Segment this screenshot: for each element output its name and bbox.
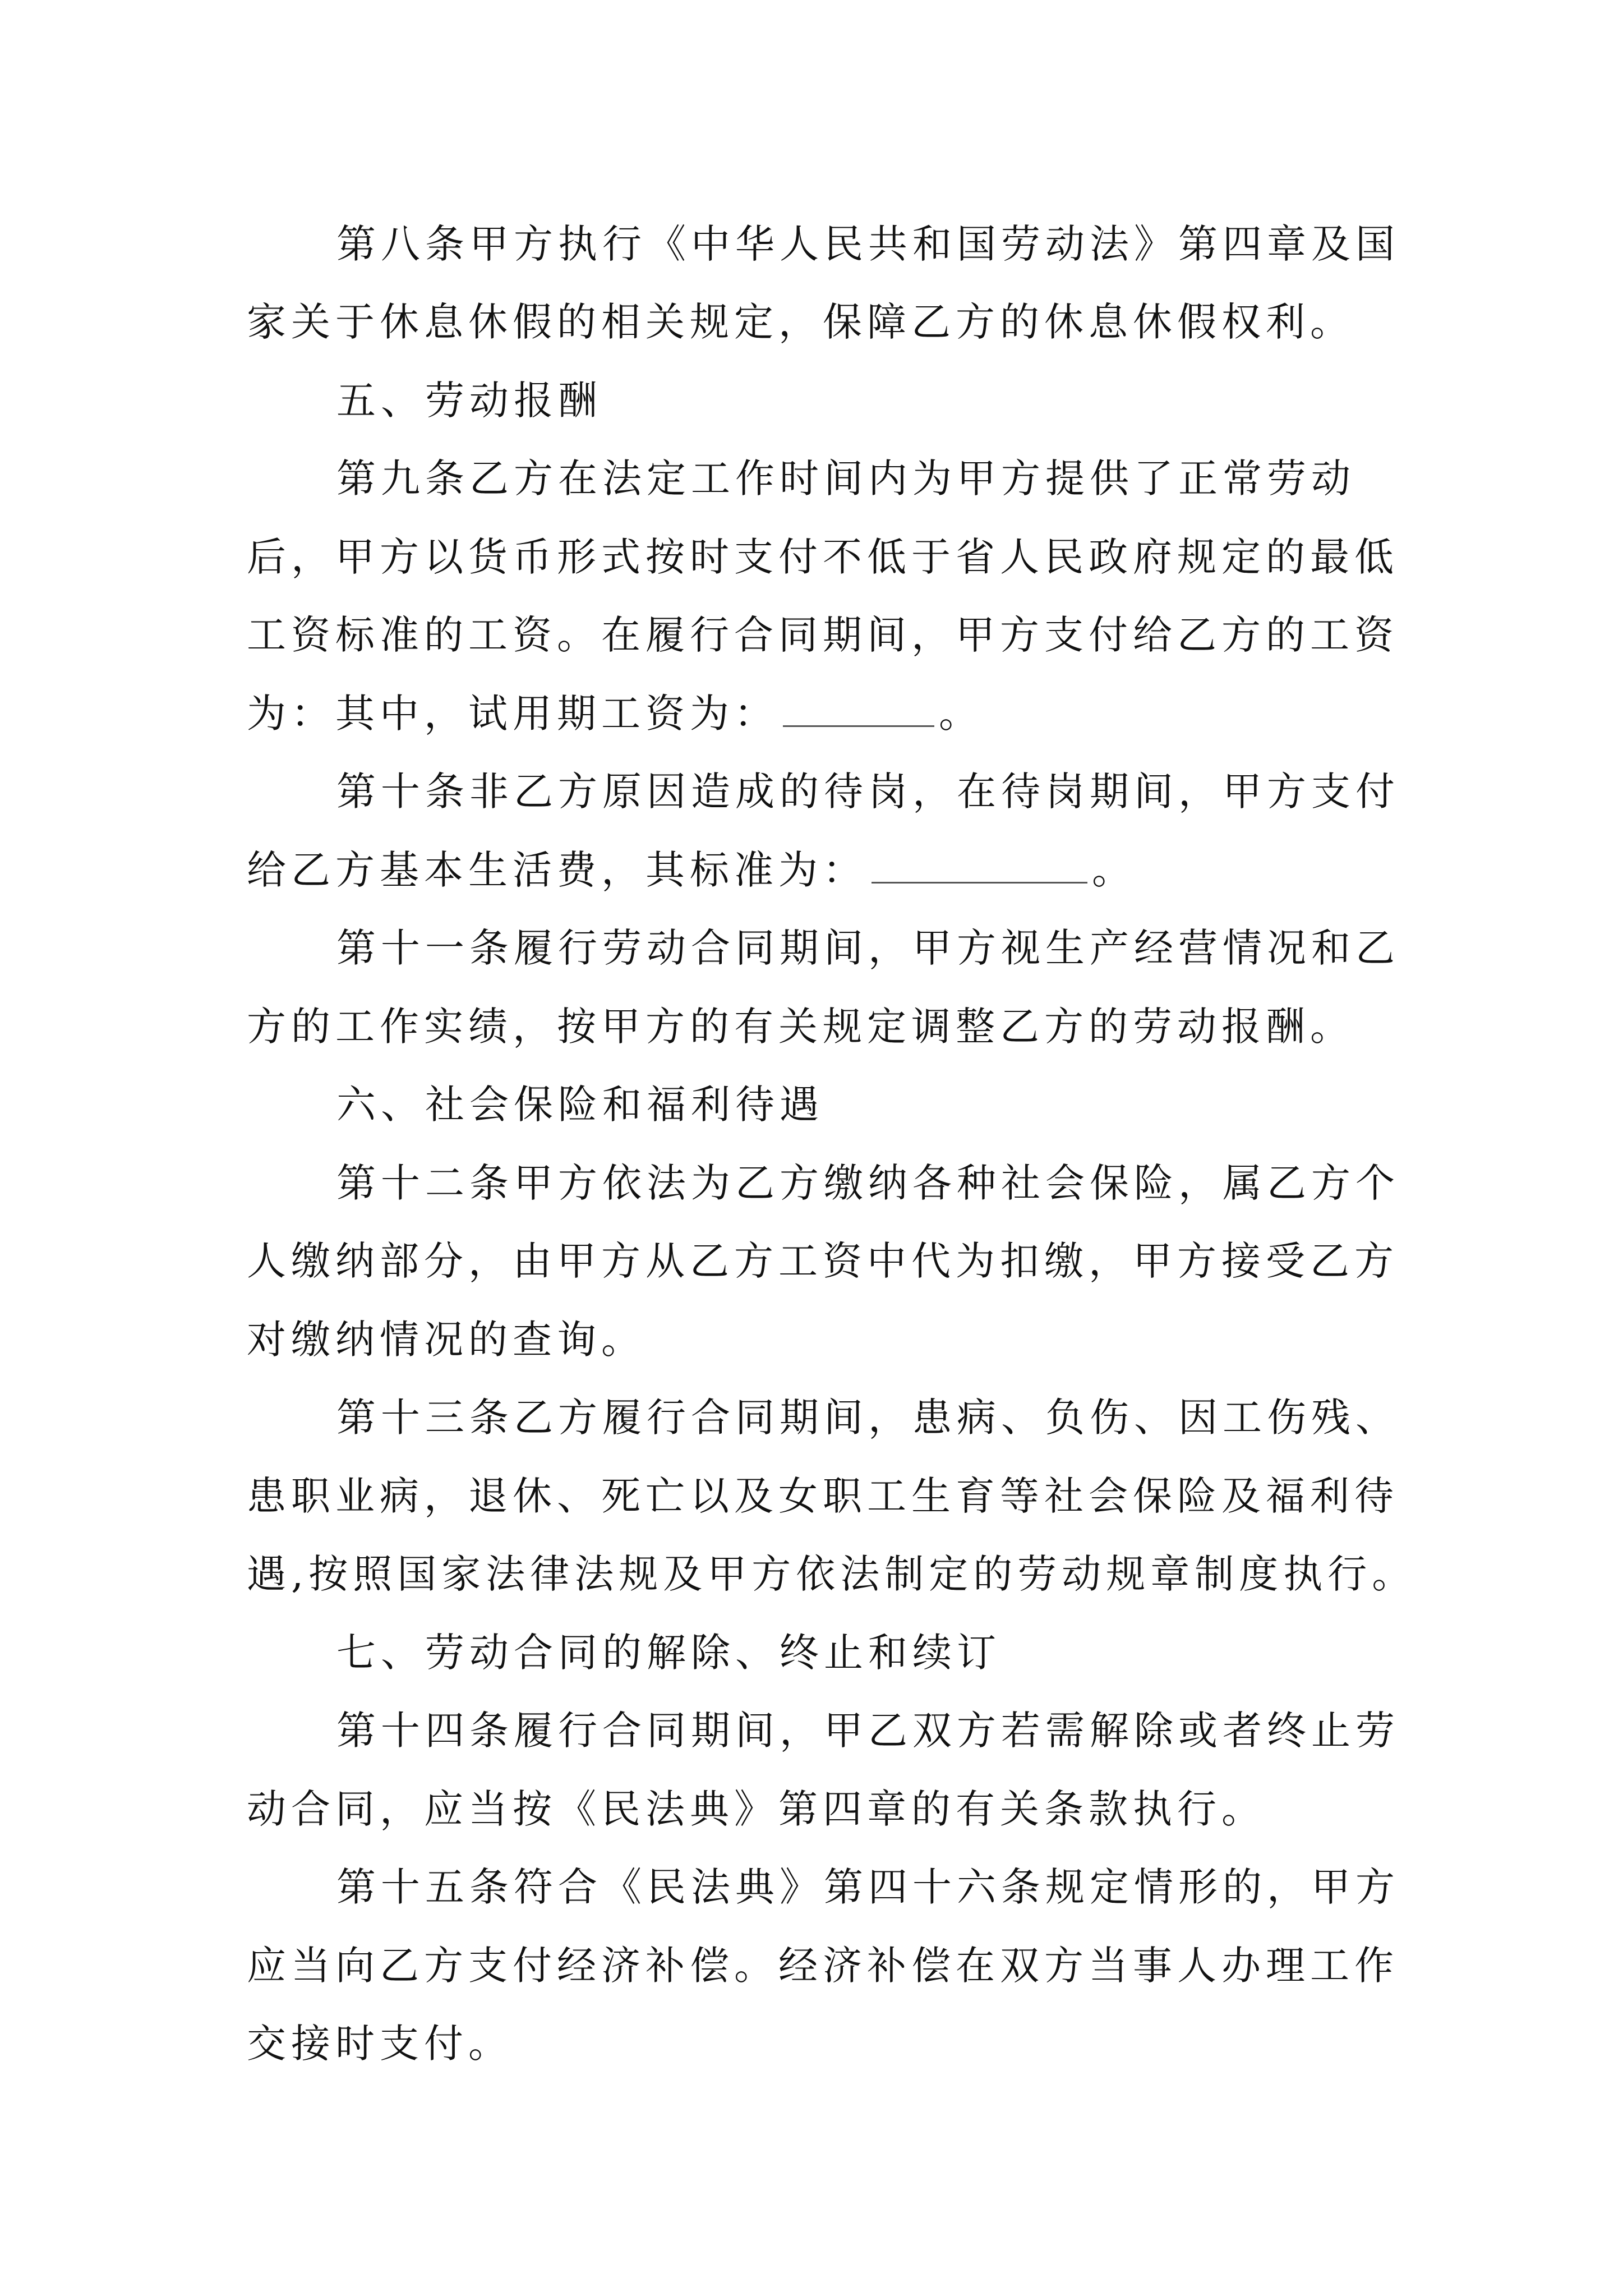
article-13-line-1: 第十三条乙方履行合同期间，患病、负伤、因工伤残、	[336, 1395, 1400, 1441]
probation-wage-blank	[783, 691, 934, 727]
article-9-line-3: 工资标准的工资。在履行合同期间，甲方支付给乙方的工资	[247, 612, 1399, 658]
article-10-line-2	[247, 842, 1623, 898]
article-15-line-1: 第十五条符合《民法典》第四十六条规定情形的，甲方	[336, 1864, 1400, 1910]
article-11-line-1: 第十一条履行劳动合同期间，甲方视生产经营情况和乙	[336, 925, 1400, 971]
article-9-line-1: 第九条乙方在法定工作时间内为甲方提供了正常劳动	[336, 455, 1355, 501]
section-7-heading: 七、劳动合同的解除、终止和续订	[336, 1630, 1001, 1676]
article-8-line-2: 家关于休息休假的相关规定，保障乙方的休息休假权利。	[247, 299, 1354, 345]
article-10-line-2-end: 。	[1092, 847, 1136, 893]
article-14-line-2: 动合同，应当按《民法典》第四章的有关条款执行。	[247, 1786, 1266, 1832]
article-15-line-3: 交接时支付。	[247, 2021, 513, 2067]
article-15-line-2: 应当向乙方支付经济补偿。经济补偿在双方当事人办理工作	[247, 1943, 1399, 1989]
article-8-line-1: 第八条甲方执行《中华人民共和国劳动法》第四章及国	[336, 221, 1400, 267]
living-allowance-blank	[872, 847, 1087, 884]
article-10-line-2-text: 给乙方基本生活费，其标准为：	[247, 847, 867, 893]
section-5-heading: 五、劳动报酬	[336, 378, 602, 424]
article-13-line-3: 遇,按照国家法律法规及甲方依法制定的劳动规章制度执行。	[247, 1551, 1417, 1597]
article-11-line-2: 方的工作实绩，按甲方的有关规定调整乙方的劳动报酬。	[247, 1004, 1354, 1050]
article-9-line-4-end: 。	[939, 691, 983, 737]
article-13-line-2: 患职业病，退休、死亡以及女职工生育等社会保险及福利待	[247, 1473, 1399, 1519]
article-9-line-2: 后，甲方以货币形式按时支付不低于省人民政府规定的最低	[247, 534, 1399, 580]
article-12-line-2: 人缴纳部分，由甲方从乙方工资中代为扣缴，甲方接受乙方	[247, 1238, 1399, 1284]
article-12-line-3: 对缴纳情况的查询。	[247, 1317, 645, 1363]
article-10-line-1: 第十条非乙方原因造成的待岗，在待岗期间，甲方支付	[336, 769, 1400, 815]
article-14-line-1: 第十四条履行合同期间，甲乙双方若需解除或者终止劳	[336, 1708, 1400, 1754]
section-6-heading: 六、社会保险和福利待遇	[336, 1082, 824, 1128]
article-9-line-4-text: 为：其中，试用期工资为：	[247, 691, 778, 737]
article-9-line-4	[247, 685, 1623, 742]
article-12-line-1: 第十二条甲方依法为乙方缴纳各种社会保险，属乙方个	[336, 1160, 1400, 1206]
